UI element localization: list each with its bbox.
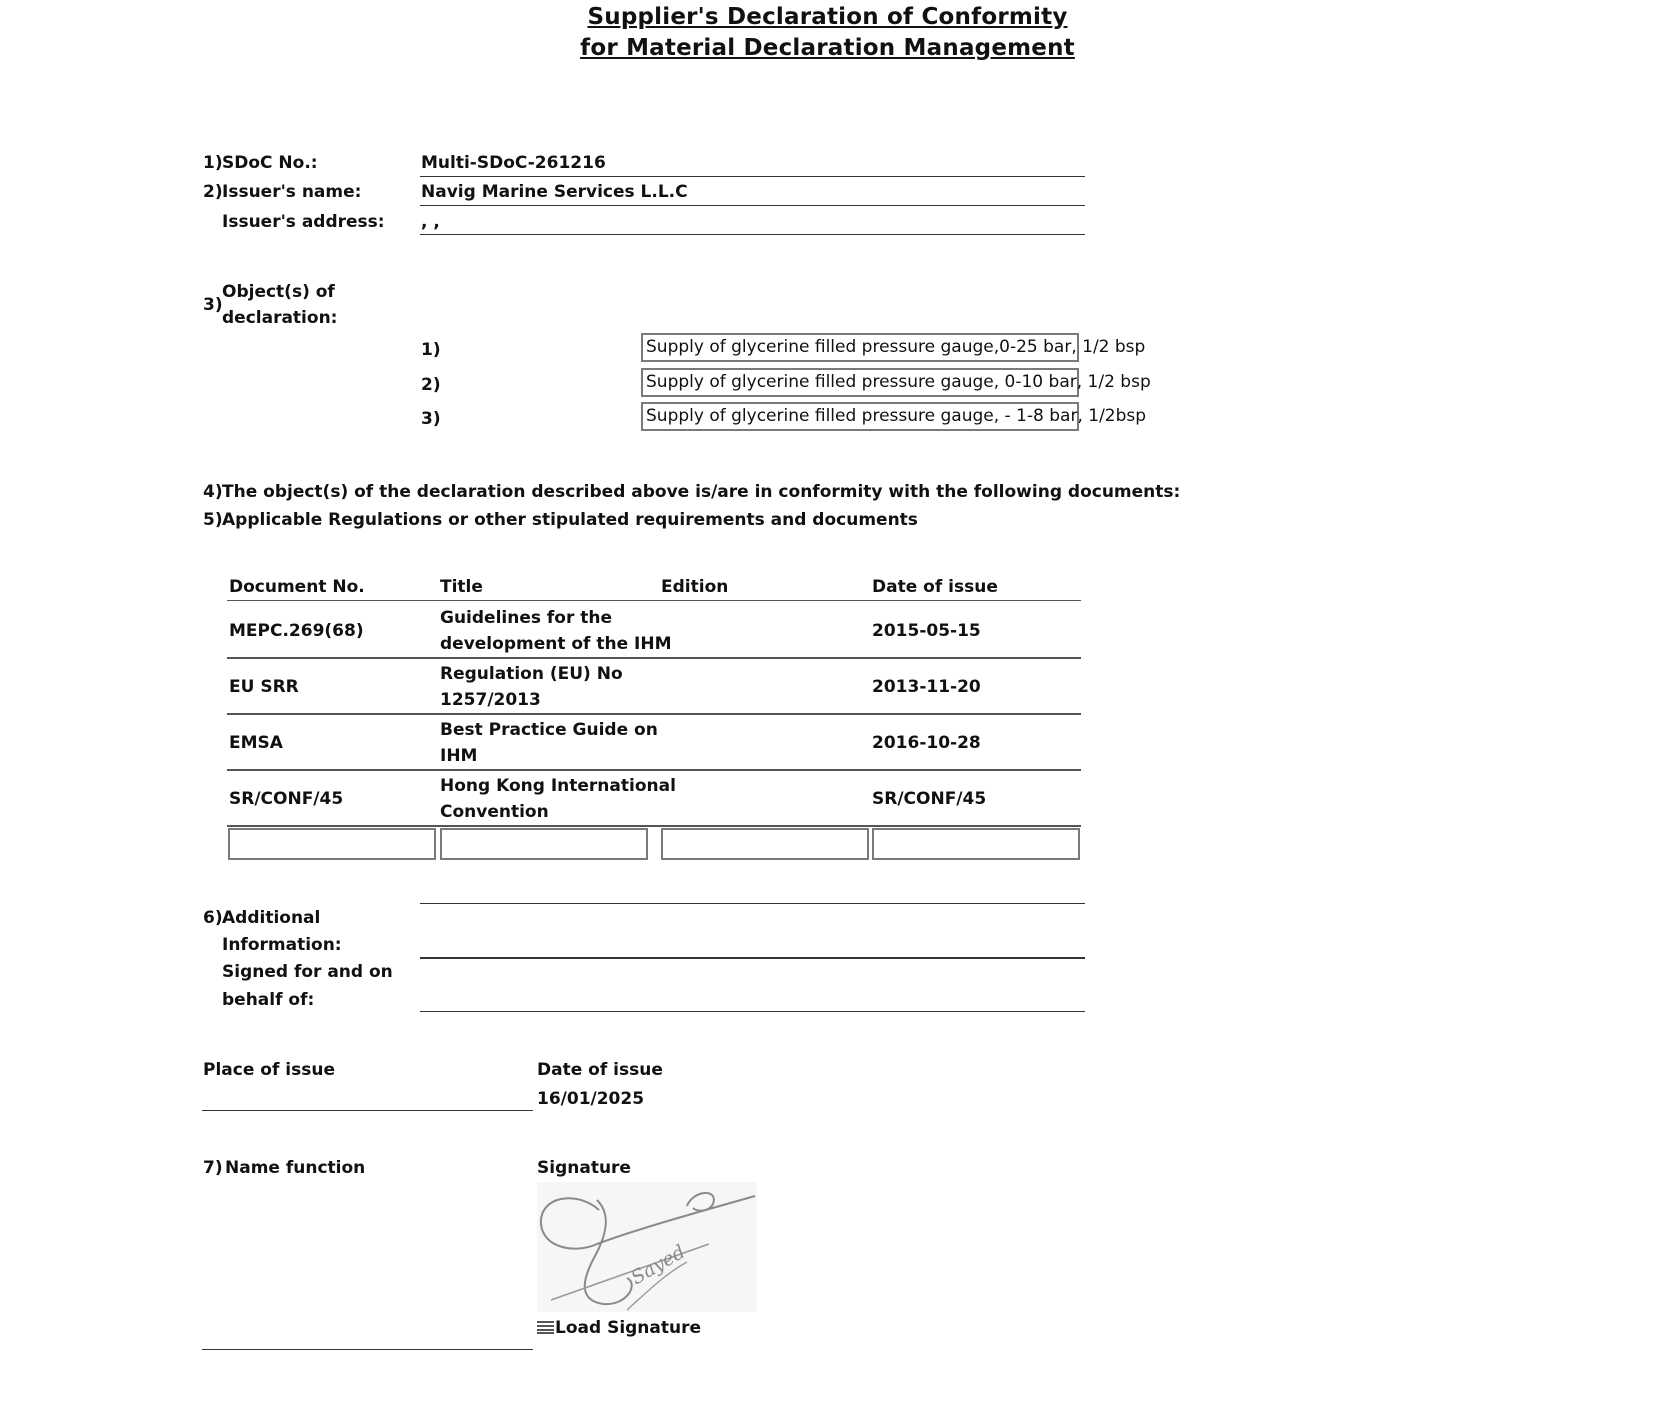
column-header-date: Date of issue — [872, 577, 998, 597]
additional-info-index: 6) — [203, 908, 223, 928]
cell-date: SR/CONF/45 — [872, 789, 987, 809]
signed-for-line[interactable] — [420, 1011, 1085, 1012]
name-function-index: 7) — [203, 1158, 223, 1178]
additional-info-label-line1: Additional — [222, 908, 321, 928]
statement-5-index: 5) — [203, 510, 223, 530]
object-item-field[interactable]: Supply of glycerine filled pressure gauge, 0-10 bar, 1/2 bsp — [641, 368, 1079, 397]
document-title-line2: for Material Declaration Management — [580, 35, 1075, 61]
statement-4-text: The object(s) of the declaration described above is/are in conformity with the following documents: — [222, 482, 1181, 502]
new-edition-input[interactable] — [661, 828, 869, 860]
table-row-divider — [227, 657, 1081, 659]
object-item-index: 2) — [421, 375, 441, 395]
issuer-name-value[interactable]: Navig Marine Services L.L.C — [421, 182, 688, 202]
cell-document-no: MEPC.269(68) — [229, 621, 364, 641]
signature-label: Signature — [537, 1158, 631, 1178]
signed-for-label-line1: Signed for and on — [222, 962, 393, 982]
column-header-title: Title — [440, 577, 483, 597]
new-document-no-input[interactable] — [228, 828, 436, 860]
new-title-input[interactable] — [440, 828, 648, 860]
cell-title-line2: 1257/2013 — [440, 690, 541, 710]
cell-date: 2015-05-15 — [872, 621, 981, 641]
object-item-field[interactable]: Supply of glycerine filled pressure gauge,0-25 bar, 1/2 bsp — [641, 333, 1079, 362]
cell-title-line2: IHM — [440, 746, 478, 766]
cell-title-line2: development of the IHM — [440, 634, 672, 654]
date-of-issue-value[interactable]: 16/01/2025 — [537, 1089, 645, 1109]
load-signature-label: Load Signature — [555, 1318, 702, 1338]
issuer-name-label: Issuer's name: — [222, 182, 362, 202]
load-signature-button[interactable] — [537, 1318, 701, 1339]
list-icon — [537, 1319, 554, 1339]
date-of-issue-label: Date of issue — [537, 1060, 663, 1080]
column-header-document-no: Document No. — [229, 577, 365, 597]
cell-document-no: SR/CONF/45 — [229, 789, 344, 809]
signature-lettering: Sayed — [627, 1240, 690, 1290]
additional-info-line-1[interactable] — [420, 903, 1085, 904]
cell-document-no: EMSA — [229, 733, 283, 753]
sdoc-number-label: SDoC No.: — [222, 153, 318, 173]
name-function-label: Name function — [225, 1158, 366, 1178]
issuer-name-underline — [420, 205, 1085, 206]
document-title-line1: Supplier's Declaration of Conformity — [587, 4, 1068, 30]
column-header-edition: Edition — [661, 577, 729, 597]
cell-title-line1: Hong Kong International — [440, 776, 676, 796]
cell-title-line1: Guidelines for the — [440, 608, 613, 628]
cell-document-no: EU SRR — [229, 677, 299, 697]
place-of-issue-label: Place of issue — [203, 1060, 335, 1080]
object-item-index: 1) — [421, 340, 441, 360]
signature-image — [537, 1182, 757, 1312]
name-function-line[interactable] — [202, 1349, 533, 1350]
objects-label-line2: declaration: — [222, 308, 338, 328]
objects-index: 3) — [203, 295, 223, 315]
issuer-address-label: Issuer's address: — [222, 212, 385, 232]
new-date-input[interactable] — [872, 828, 1080, 860]
table-row-divider — [227, 713, 1081, 715]
objects-label-line1: Object(s) of — [222, 282, 335, 302]
object-item-field[interactable]: Supply of glycerine filled pressure gauge, - 1-8 bar, 1/2bsp — [641, 402, 1079, 431]
table-row-divider — [227, 769, 1081, 771]
issuer-name-index: 2) — [203, 182, 223, 202]
cell-date: 2016-10-28 — [872, 733, 981, 753]
issuer-address-underline — [420, 234, 1085, 235]
cell-title-line1: Regulation (EU) No — [440, 664, 623, 684]
cell-date: 2013-11-20 — [872, 677, 981, 697]
table-row-divider — [227, 825, 1081, 827]
sdoc-number-underline — [420, 176, 1085, 177]
table-header-divider — [227, 600, 1081, 601]
object-item-index: 3) — [421, 409, 441, 429]
issuer-address-value[interactable]: , , — [421, 212, 440, 232]
sdoc-number-value[interactable]: Multi-SDoC-261216 — [421, 153, 606, 173]
cell-title-line2: Convention — [440, 802, 549, 822]
place-of-issue-line[interactable] — [202, 1110, 533, 1111]
cell-title-line1: Best Practice Guide on — [440, 720, 658, 740]
statement-5-text: Applicable Regulations or other stipulated requirements and documents — [222, 510, 918, 530]
sdoc-number-index: 1) — [203, 153, 223, 173]
signed-for-label-line2: behalf of: — [222, 990, 315, 1010]
additional-info-line-2[interactable] — [420, 957, 1085, 959]
statement-4-index: 4) — [203, 482, 223, 502]
additional-info-label-line2: Information: — [222, 935, 342, 955]
